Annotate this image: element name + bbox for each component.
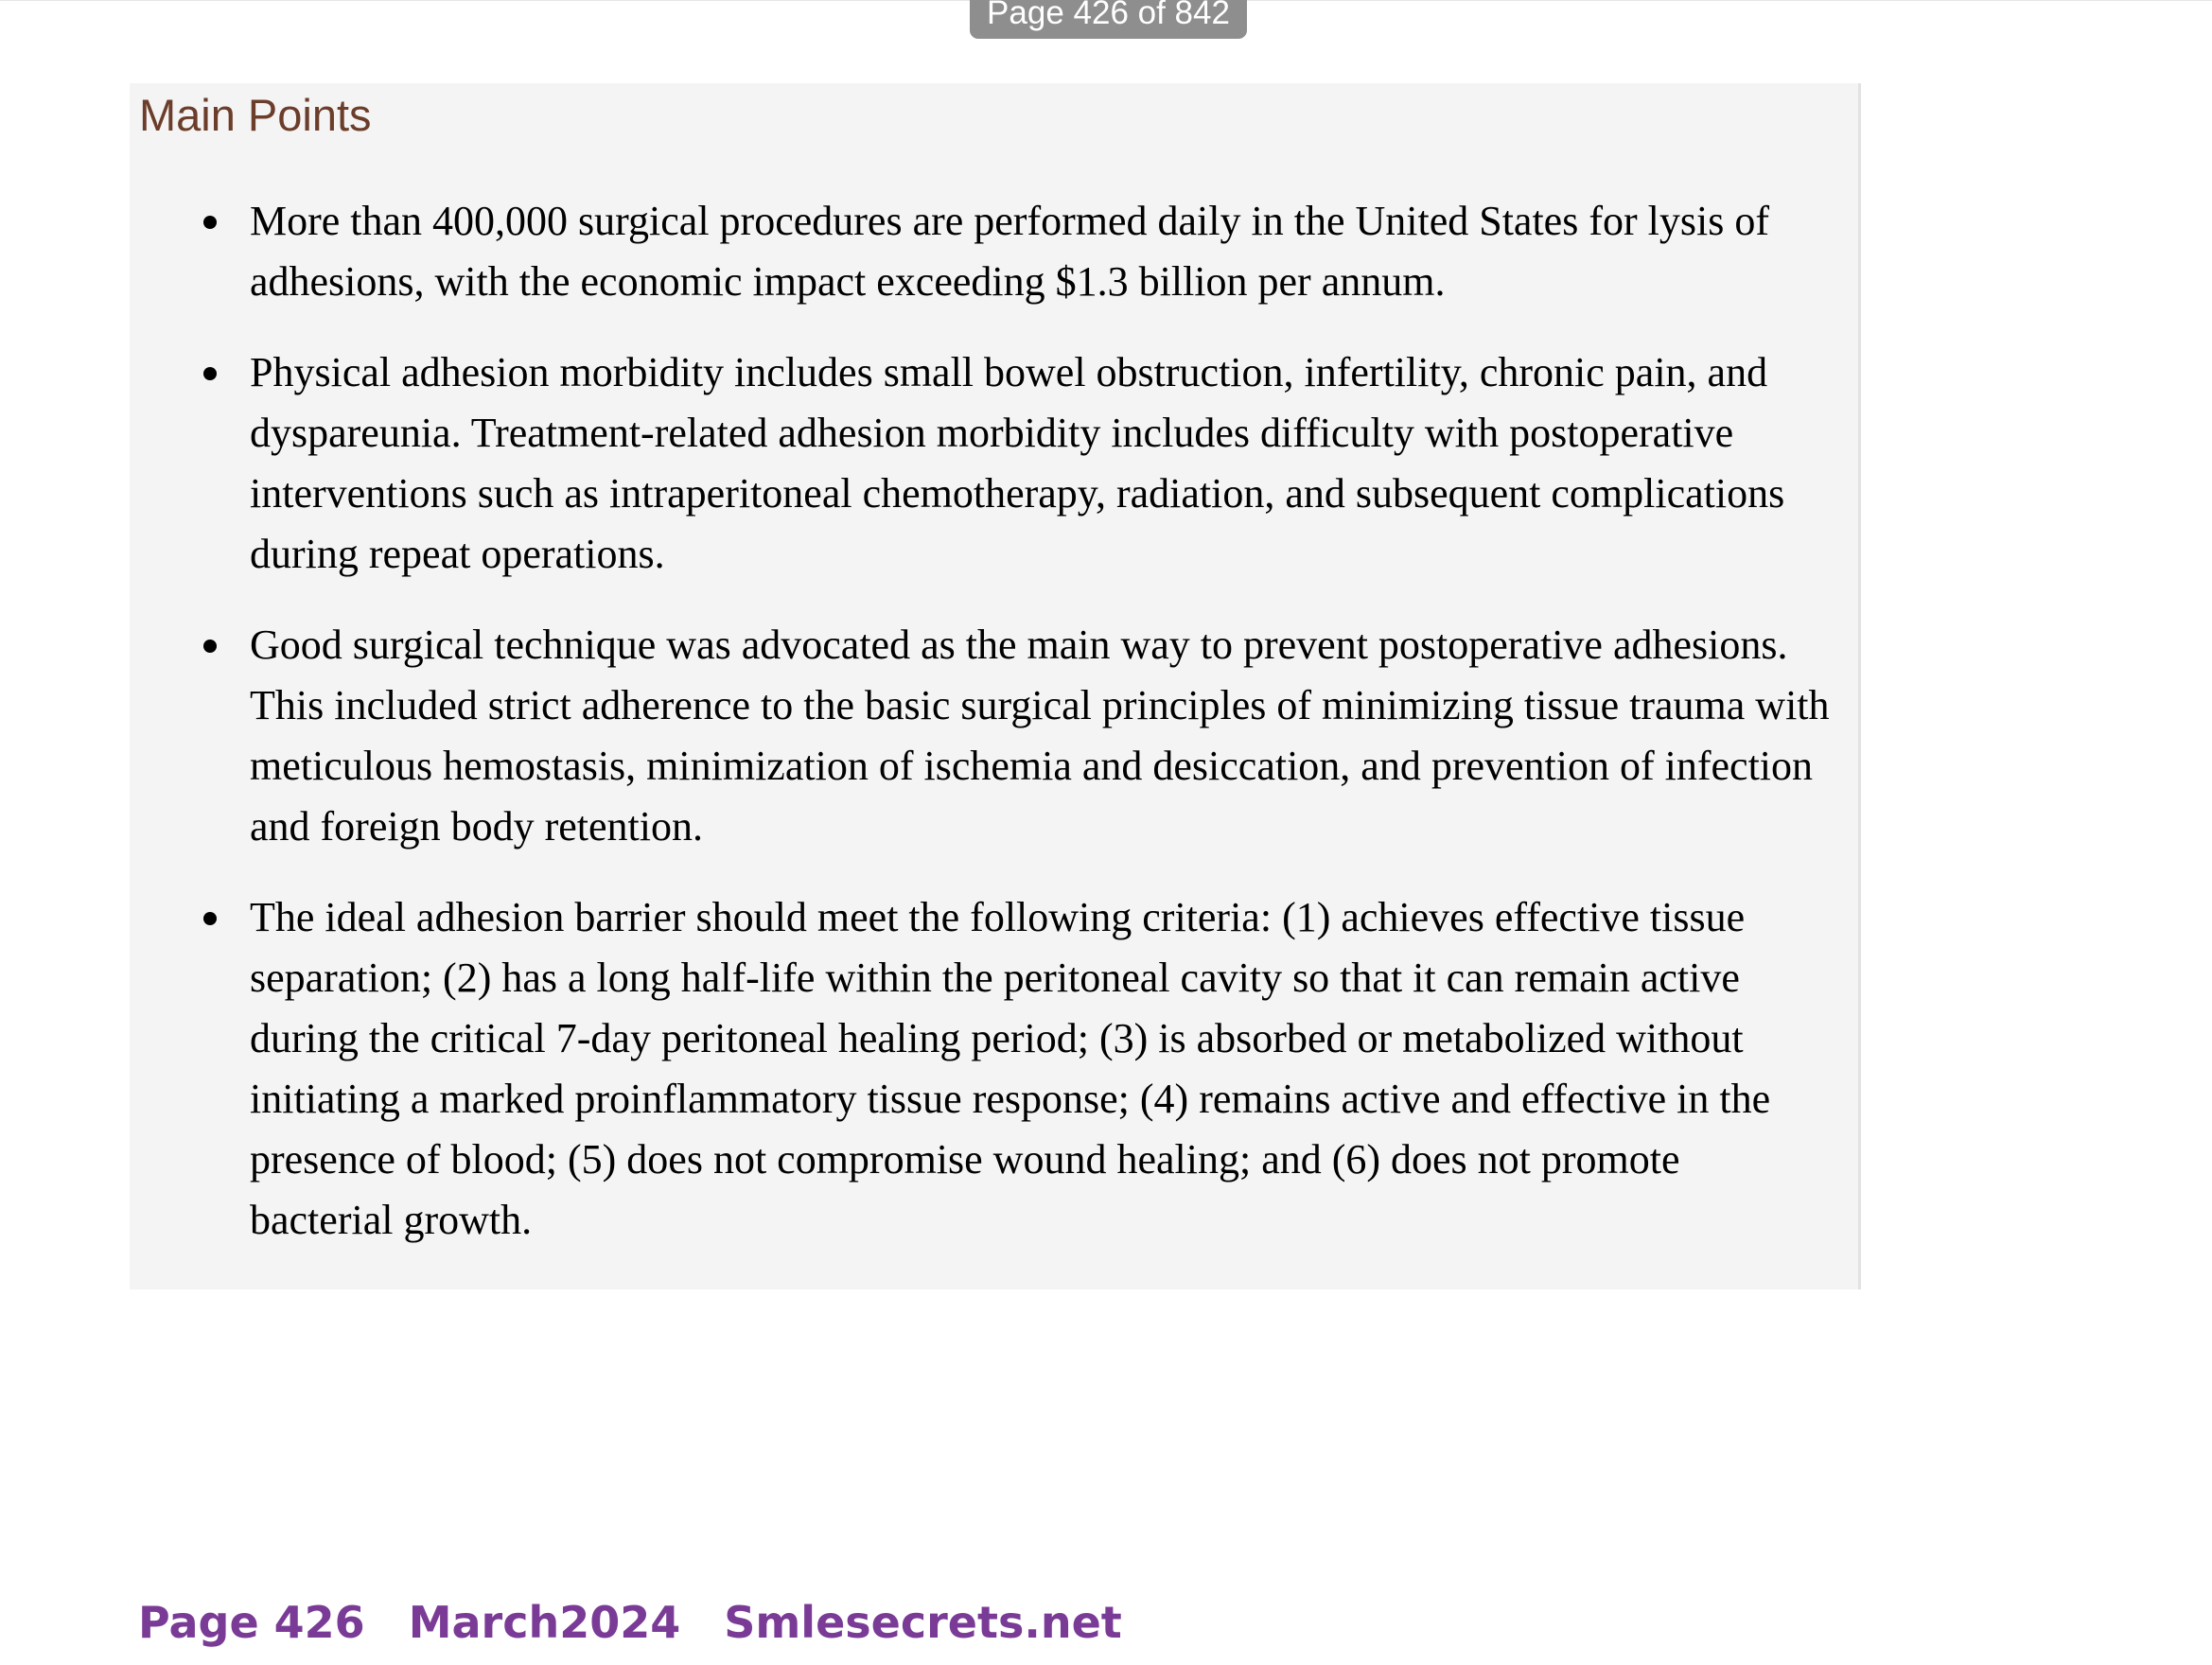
page-indicator: Page 426 of 842: [970, 0, 1247, 39]
list-item: [130, 887, 1859, 1251]
footer-site: Smlesecrets.net: [724, 1597, 1122, 1648]
main-points-heading: Main Points: [139, 90, 372, 140]
footer-date: March2024: [408, 1597, 681, 1648]
list-item: [130, 191, 1859, 312]
point-text: More than 400,000 surgical procedures are performed daily in the United States for lysis of adhesions, with the economic impact exceeding $1.3 billion per annum.: [250, 198, 1769, 305]
bullet-icon: [203, 367, 217, 380]
main-points-list: [130, 191, 1859, 1281]
list-item: [130, 615, 1859, 857]
bullet-icon: [203, 640, 217, 653]
point-text: Physical adhesion morbidity includes small bowel obstruction, infertility, chronic pain, and dyspareunia. Treatment-related adhesion morbidity includes difficulty with postoperative interventions such as intraperitoneal chemotherapy, radiation, and subsequent complications during repeat operations.: [250, 349, 1785, 577]
page-footer: [138, 1597, 1166, 1649]
bullet-icon: [203, 216, 217, 229]
point-text: Good surgical technique was advocated as the main way to prevent postoperative adhesions. This included strict adherence to the basic surgical principles of minimizing tissue trauma with meticulous hemostasis, minimization of ischemia and desiccation, and prevention of infection and foreign body retention.: [250, 622, 1830, 850]
main-points-box: [130, 83, 1861, 1289]
footer-page-number: Page 426: [138, 1597, 365, 1648]
bullet-icon: [203, 912, 217, 925]
point-text: The ideal adhesion barrier should meet the following criteria: (1) achieves effective tissue separation; (2) has a long half-life within the peritoneal cavity so that it can remain active during the critical 7-day peritoneal healing period; (3) is absorbed or metabolized without initiating a marked proinflammatory tissue response; (4) remains active and effective in the presence of blood; (5) does not compromise wound healing; and (6) does not promote bacterial growth.: [250, 894, 1771, 1243]
list-item: [130, 342, 1859, 585]
